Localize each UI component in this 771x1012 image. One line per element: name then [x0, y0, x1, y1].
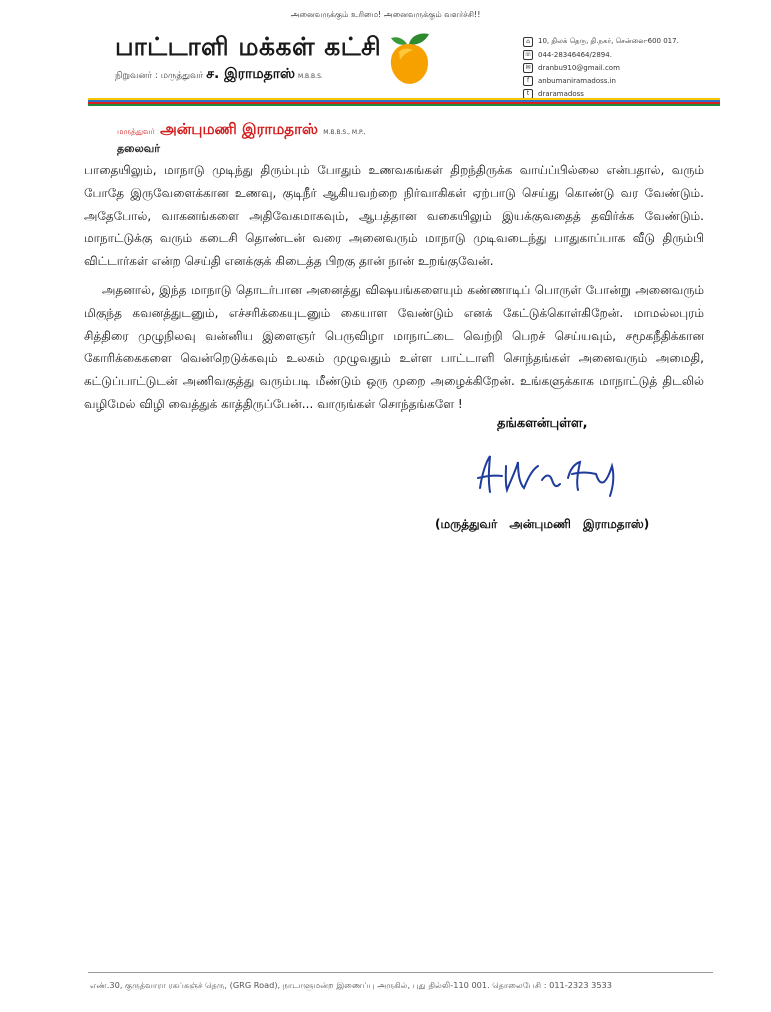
contact-phone-text: 044-28346464/2894. — [538, 50, 612, 59]
handwritten-signature — [472, 448, 632, 507]
closing-salutation: தங்களன்புள்ள, — [497, 416, 588, 431]
founder-degree: M.B.B.S. — [297, 73, 323, 80]
facebook-icon: f — [523, 76, 533, 86]
contact-address — [523, 35, 679, 48]
contact-facebook — [523, 74, 679, 87]
party-motto: அனைவருக்கும் உரிமை! அனைவருக்கும் வளர்ச்சி!! — [290, 10, 481, 19]
footer-divider — [88, 972, 713, 973]
contact-address-text: 10, திலக் தெரு, தி.நகர், சென்னை-600 017. — [538, 37, 679, 45]
contact-email — [523, 61, 679, 74]
footer-address: எண்.30, குருத்வாரா ரகப்கஞ்ச் தெரு, (GRG Road), நாடாளுமன்ற இணைப்பு அருகில், புது தில்லி-110 001. தொலைபேசி : 011-2323 3533 — [90, 980, 612, 990]
leader-name: அன்புமணி இராமதாஸ் — [160, 120, 319, 138]
signatory-name: (மருத்துவர் அன்புமணி இராமதாஸ்) — [435, 517, 650, 531]
mango-logo-icon — [385, 30, 433, 92]
contact-email-text: dranbu910@gmail.com — [538, 63, 620, 72]
leader-title: தலைவர் — [117, 142, 160, 155]
email-icon: ✉ — [523, 63, 533, 73]
letter-body — [84, 159, 704, 416]
phone-icon: ☏ — [524, 50, 532, 58]
contact-facebook-text: anbumaniramadoss.in — [538, 76, 616, 85]
leader-name-line — [117, 120, 366, 140]
twitter-icon: t — [523, 89, 533, 99]
contact-list — [523, 35, 679, 100]
location-icon: ⌂ — [523, 37, 533, 47]
founder-line — [115, 66, 323, 84]
party-name: பாட்டாளி மக்கள் கட்சி — [115, 32, 382, 61]
stripe-green — [88, 104, 720, 106]
contact-phone — [523, 48, 679, 61]
leader-prefix: மருத்துவர் — [117, 127, 155, 136]
paragraph-1: பாதையிலும், மாநாடு முடிந்து திரும்பும் போதும் உணவகங்கள் திறந்திருக்க வாய்ப்பில்லை என்பதால், வரும் போதே இருவேளைக்கான உணவு, குடிநீர் ஆகியவற்றை நிர்வாகிகள் ஏற்பாடு செய்து கொண்டு வர வேண்டும். அதேபோல், வாகனங்களை அதிவேகமாகவும், ஆபத்தான வகையிலும் இயக்குவதைத் தவிர்க்க வேண்டும். மாநாட்டுக்கு வரும் கடைசி தொண்டன் வரை அனைவரும் மாநாடு முடிவடைந்து பாதுகாப்பாக வீடு திரும்பி விட்டார்கள் என்ற செய்தி எனக்குக் கிடைத்த பிறகு தான் நான் உறங்குவேன். — [84, 163, 705, 269]
leader-degree: M.B.B.S., M.P., — [323, 129, 366, 136]
founder-name: ச. இராமதாஸ் — [206, 66, 296, 82]
header-color-stripes — [88, 98, 720, 106]
leader-block — [117, 120, 366, 157]
founder-prefix: நிறுவனர் : மருத்துவர் — [115, 71, 204, 81]
paragraph-2: அதனால், இந்த மாநாடு தொடர்பான அனைத்து விஷயங்களையும் கண்ணாடிப் பொருள் போன்று அனைவரும் மிகுந்த கவனத்துடனும், எச்சரிக்கையுடனும் கையாள வேண்டும் எனக் கேட்டுக்கொள்கிறேன். மாமல்லபுரம் சித்திரை முழுநிலவு வன்னிய இளைஞர் பெருவிழா மாநாட்டை வெற்றி பெறச் செய்யவும், சமூகநீதிக்கான கோரிக்கைகளை வென்றெடுக்கவும் உலகம் முழுவதும் உள்ள பாட்டாளி சொந்தங்கள் அனைவரும் அமைதி, கட்டுப்பாட்டுடன் அணிவகுத்து வரும்படி மீண்டும் ஒரு முறை அழைக்கிறேன். உங்களுக்காக மாநாட்டுத் திடலில் வழிமேல் விழி வைத்துக் காத்திருப்பேன்... வாருங்கள் சொந்தங்களே ! — [84, 282, 704, 411]
contact-twitter-text: draramadoss — [538, 89, 584, 98]
